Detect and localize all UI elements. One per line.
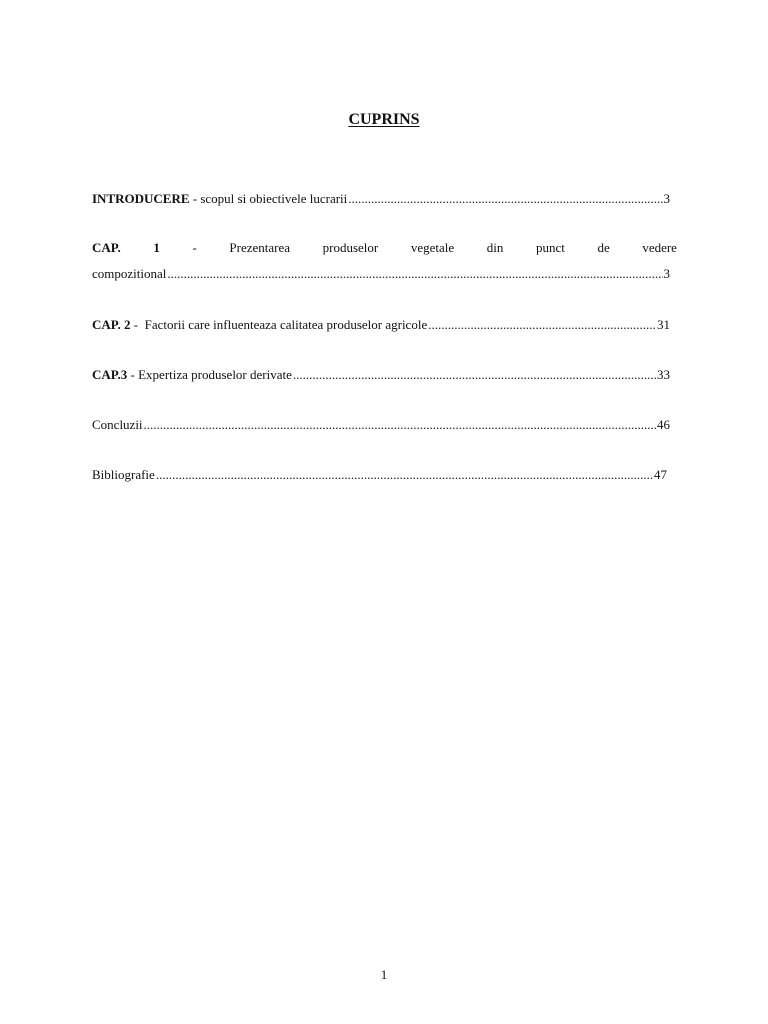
toc-page-number: 33 <box>657 367 670 382</box>
toc-entry-cap3 <box>92 367 670 387</box>
toc-page-number: 3 <box>663 266 670 281</box>
leader-dots <box>348 191 662 207</box>
toc-word: CAP. <box>92 240 121 255</box>
toc-page-number: 31 <box>657 317 670 332</box>
leader-dots <box>428 317 656 333</box>
document-title: CUPRINS <box>348 111 420 128</box>
toc-entry-text: compozitional <box>92 266 167 281</box>
toc-word: produselor <box>322 240 379 255</box>
leader-dots <box>293 367 656 383</box>
toc-entry-label <box>92 191 347 207</box>
toc-word: vegetale <box>410 240 455 255</box>
toc-word: vedere <box>642 240 677 255</box>
toc-entry-concluzii <box>92 417 670 437</box>
toc-entry-text: Concluzii <box>92 417 143 432</box>
toc-entry-justified-line <box>92 240 677 260</box>
toc-entry-cap1 <box>92 240 677 286</box>
toc-entry-heading: CAP. 2 <box>92 317 131 332</box>
toc-entry-heading: CAP.3 <box>92 367 128 382</box>
toc-entry-heading: INTRODUCERE <box>92 191 190 206</box>
leader-dots <box>167 266 662 282</box>
toc-entry-label <box>92 367 292 383</box>
toc-entry-label <box>92 317 427 333</box>
toc-word: Prezentarea <box>229 240 291 255</box>
toc-entry-introducere <box>92 191 670 211</box>
toc-word: 1 <box>153 240 160 255</box>
toc-word: - <box>192 240 197 255</box>
toc-entry-text: - Factorii care influenteaza calitatea produselor agricole <box>130 317 428 332</box>
page-number: 1 <box>380 967 388 982</box>
leader-dots <box>144 417 656 433</box>
toc-entry-bibliografie <box>92 467 667 487</box>
toc-word: din <box>486 240 504 255</box>
toc-word: de <box>597 240 610 255</box>
leader-dots <box>156 467 653 483</box>
toc-entry-cap2 <box>92 317 670 337</box>
toc-page-number: 46 <box>657 417 670 432</box>
toc-entry-text: Bibliografie <box>92 467 155 482</box>
toc-page-number: 47 <box>654 467 667 482</box>
toc-entry-text: - Expertiza produselor derivate <box>127 367 292 382</box>
toc-word: punct <box>535 240 565 255</box>
toc-entry-text: - scopul si obiectivele lucrarii <box>189 191 348 206</box>
toc-page-number: 3 <box>663 191 670 206</box>
